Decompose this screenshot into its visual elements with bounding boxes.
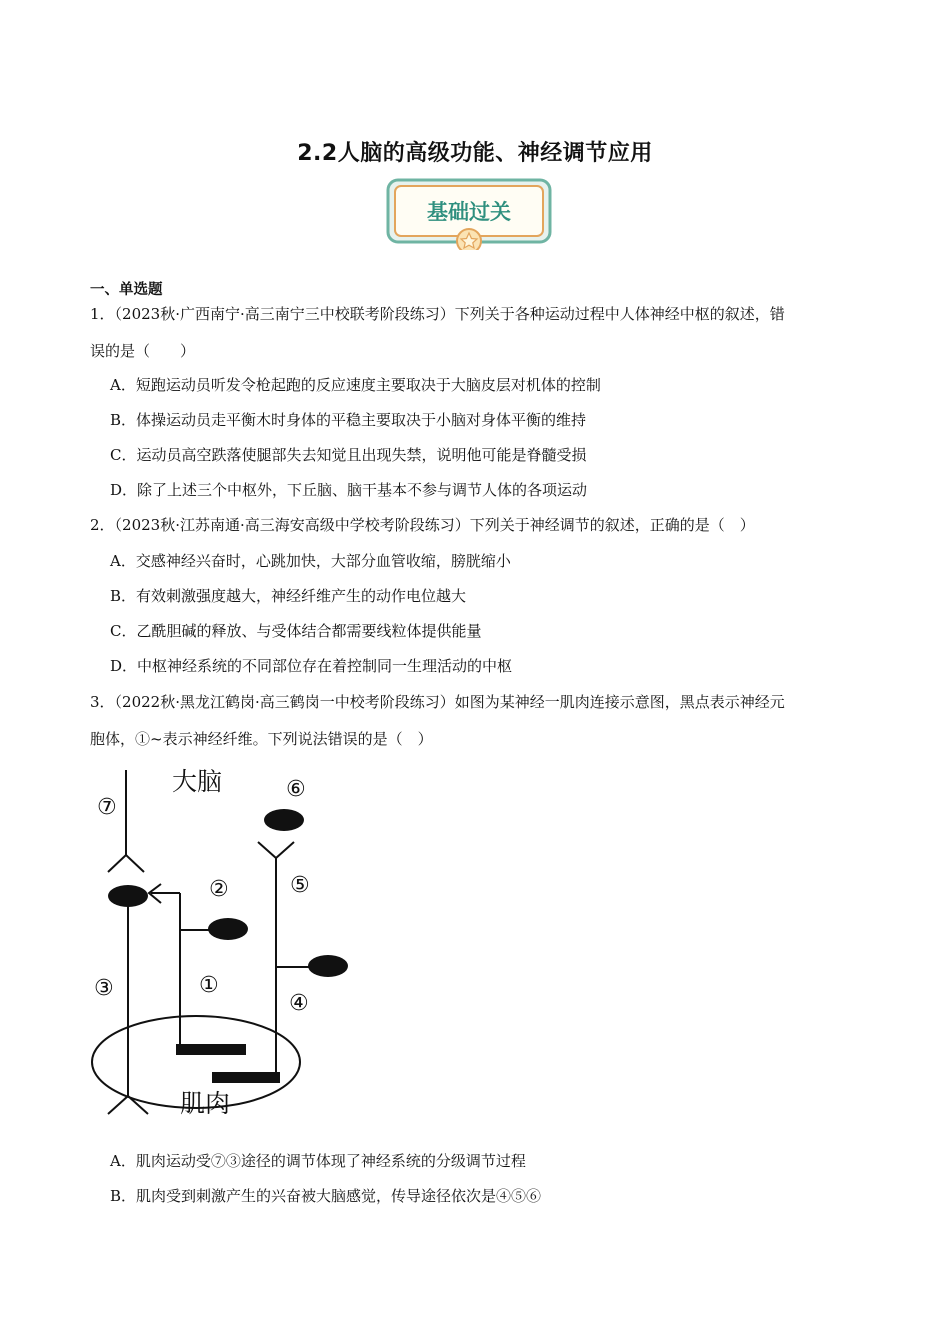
level-badge [386,178,552,250]
fiber-label-7: ⑦ [97,795,117,820]
question-1-option-c: C．运动员高空跌落使腿部失去知觉且出现失禁，说明他可能是脊髓受损 [110,446,587,464]
brain-label: 大脑 [172,767,223,796]
question-1-line-2: 误的是（ ） [90,342,196,360]
question-1-line-1: 1．（2023秋·广西南宁·高三南宁三中校联考阶段练习）下列关于各种运动过程中人体神经中枢的叙述，错 [90,305,785,323]
neuron-cell-body [264,809,304,831]
question-3-line-2: 胞体，①~表示神经纤维。下列说法错误的是（ ） [90,730,433,748]
motor-end-plate [176,1044,246,1055]
fiber-label-2: ② [209,877,229,902]
nerve-muscle-diagram [86,762,356,1122]
fiber-label-6: ⑥ [286,777,306,802]
fiber-label-4: ④ [289,991,309,1016]
badge-text: 基础过关 [427,200,511,224]
question-2-option-b: B．有效刺激强度越大，神经纤维产生的动作电位越大 [110,587,467,605]
question-1-option-b: B．体操运动员走平衡木时身体的平稳主要取决于小脑对身体平衡的维持 [110,411,587,429]
question-2-line-1: 2．（2023秋·江苏南通·高三海安高级中学校考阶段练习）下列关于神经调节的叙述，正确的是（ ） [90,516,755,534]
neuron-cell-body [308,955,348,977]
fiber-label-1: ① [199,973,219,998]
question-1-option-a: A．短跑运动员听发令枪起跑的反应速度主要取决于大脑皮层对机体的控制 [110,376,601,394]
question-2-option-a: A．交感神经兴奋时，心跳加快，大部分血管收缩，膀胱缩小 [110,552,511,570]
question-1-option-d: D．除了上述三个中枢外，下丘脑、脑干基本不参与调节人体的各项运动 [110,481,588,499]
fiber-label-3: ③ [94,976,114,1001]
neuron-cell-body [208,918,248,940]
fiber-label-5: ⑤ [290,873,310,898]
question-3-option-a: A．肌肉运动受⑦③途径的调节体现了神经系统的分级调节过程 [110,1152,526,1170]
muscle-label: 肌肉 [180,1089,231,1118]
question-3-option-b: B．肌肉受到刺激产生的兴奋被大脑感觉，传导途径依次是④⑤⑥ [110,1187,542,1205]
question-2-option-d: D．中枢神经系统的不同部位存在着控制同一生理活动的中枢 [110,657,513,675]
question-2-option-c: C．乙酰胆碱的释放、与受体结合都需要线粒体提供能量 [110,622,482,640]
page-title: 2.2人脑的高级功能、神经调节应用 [297,141,653,166]
sensory-receptor [212,1072,280,1083]
section-heading: 一、单选题 [90,282,163,298]
question-3-line-1: 3．（2022秋·黑龙江鹤岗·高三鹤岗一中校考阶段练习）如图为某神经一肌肉连接示意图，黑点表示神经元 [90,693,785,711]
neuron-cell-body [108,885,148,907]
